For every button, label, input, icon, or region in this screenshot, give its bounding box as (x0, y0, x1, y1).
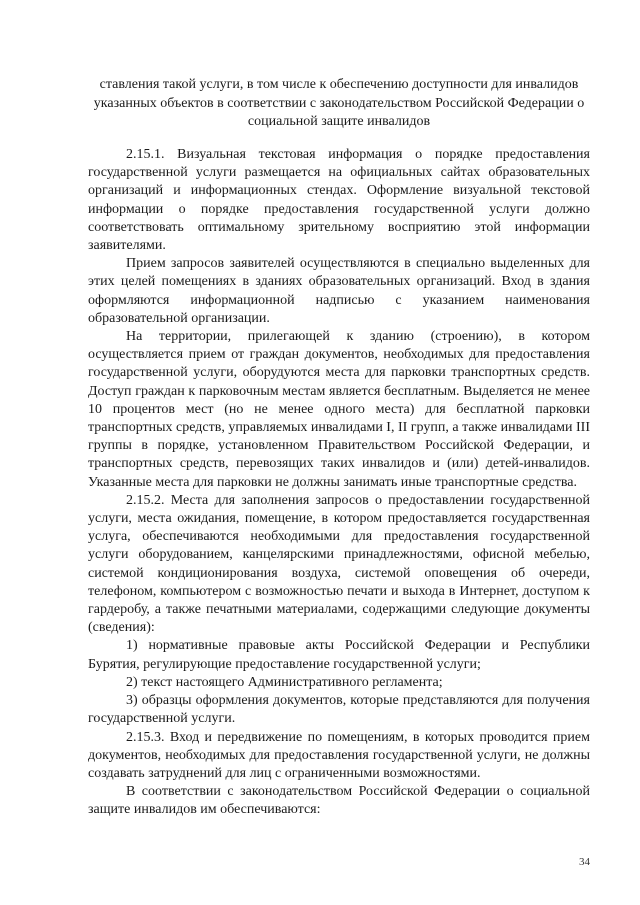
paragraph-reception: Прием запросов заявителей осуществляются в специально выделенных для этих целей помещениях в зданиях образовательных организаций. Вход в здания оформляются информационной надписью с указанием наименования образовательной организации. (88, 256, 590, 326)
paragraph-parking: На территории, прилегающей к зданию (строению), в котором осуществляется прием от граждан документов, необходимых для предоставления государственной услуги, оборудуются места для парковки транспортных средств. Доступ граждан к парковочным местам является бесплатным. Выделяется не менее 10 процентов мест (но не менее одного места) для бесплатной парковки транспортных средств, управляемых инвалидами I, II групп, а также инвалидами III группы в порядке, установленном Правительством Российской Федерации, и транспортных средств, перевозящих таких инвалидов и (или) детей-инвалидов. Указанные места для парковки не должны занимать иные транспортные средства. (88, 329, 590, 490)
list-item-2: 2) текст настоящего Административного регламента; (126, 674, 443, 690)
paragraph-legislation: В соответствии с законодательством Российской Федерации о социальной защите инвалидов им обеспечиваются: (88, 784, 590, 818)
page-number: 34 (579, 856, 590, 868)
list-item-1: 1) нормативные правовые акты Российской Федерации и Республики Бурятия, регулирующие предоставление государственной услуги; (88, 638, 590, 672)
section-heading: ставления такой услуги, в том числе к обеспечению доступности для инвалидов указанных объектов в соответствии с законодательством Российской Федерации о социальной защите инвалидов (93, 77, 585, 129)
list-item-3: 3) образцы оформления документов, которые представляются для получения государственной услуги. (88, 693, 590, 727)
paragraph-2-15-3: 2.15.3. Вход и передвижение по помещениям, в которых проводится прием документов, необходимых для предоставления государственной услуги, не должны создавать затруднений для лиц с ограниченными возможностями. (88, 729, 590, 781)
paragraph-2-15-1: 2.15.1. Визуальная текстовая информация о порядке предоставления государственной услуги размещается на официальных сайтах образовательных организаций и информационных стендах. Оформление визуальной текстовой информации о порядке предоставления государственной услуги должно соответствовать оптимальному зрительному восприятию этой информации заявителями. (88, 147, 590, 254)
paragraph-2-15-2: 2.15.2. Места для заполнения запросов о предоставлении государственной услуги, места ожидания, помещение, в котором предоставляется государственная услуга, обеспечиваются необходимыми для предоставления государственной услуги оборудованием, канцелярскими принадлежностями, офисной мебелью, системой кондиционирования воздуха, системой оповещения об очереди, телефоном, компьютером с возможностью печати и выхода в Интернет, доступом к гардеробу, а также печатными материалами, содержащими следующие документы (сведения): (88, 492, 590, 636)
document-body (88, 146, 590, 820)
